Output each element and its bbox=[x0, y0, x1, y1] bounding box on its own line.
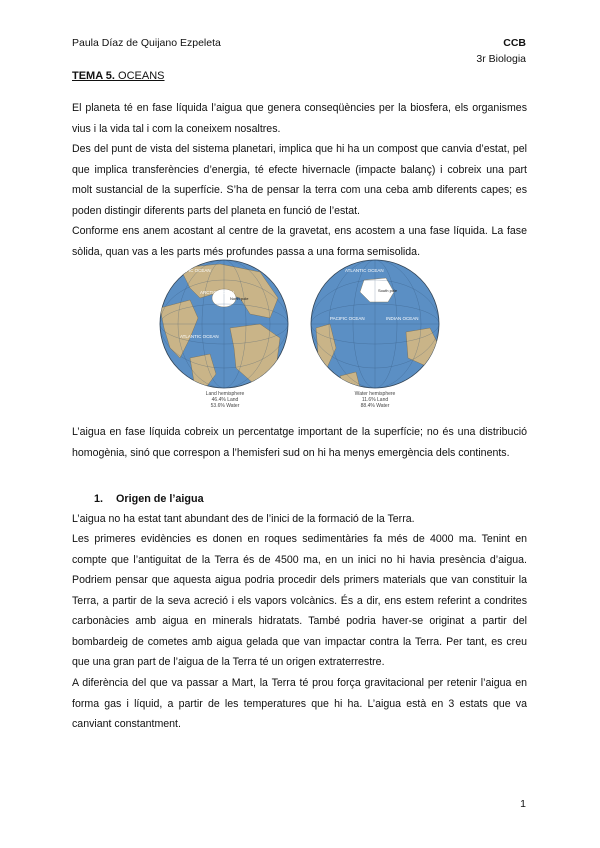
page-title bbox=[72, 70, 165, 82]
right-label-ocean2: PACIFIC OCEAN bbox=[330, 316, 365, 321]
left-caption bbox=[190, 391, 260, 409]
section-paragraph-3: A diferència del que va passar a Mart, la Terra té prou força gravitacional per retenir l’aigua en forma gas i líquid, a partir de les temperatures que hi ha. L’aigua està en 3 estats que va canviant constantment. bbox=[72, 677, 527, 730]
intro-paragraph-2: Des del punt de vista del sistema planetari, implica que hi ha un compost que canvia d’estat, pel que implica transferències d’energia, té efecte hivernacle (impacte balanç) i cobreix una part molt sustancial de la superfície. S’ha de pensar la terra com una ceba amb diferents capes; es poden distingir diferents parts del planeta en funció de l’estat. bbox=[72, 143, 527, 217]
left-caption-line3: 53.6% Water bbox=[210, 403, 240, 409]
section-number: 1. bbox=[94, 493, 104, 505]
section-paragraph-1: L’aigua no ha estat tant abundant des de l’inici de la formació de la Terra. bbox=[72, 513, 415, 525]
right-label-ocean1: ATLANTIC OCEAN bbox=[345, 268, 384, 273]
left-label-ocean2: ARCTIC OCEAN bbox=[200, 290, 235, 295]
section-heading bbox=[94, 493, 204, 505]
intro-paragraph-4: L’aigua en fase líquida cobreix un percentatge important de la superfície; no és una distribució homogènia, sinó que correspon a l’hemisferi sud on hi ha menys emergència dels continents. bbox=[72, 426, 527, 459]
right-caption-line1: Water hemisphere bbox=[354, 391, 396, 397]
right-caption bbox=[340, 391, 410, 409]
header-course: 3r Biologia bbox=[476, 53, 526, 65]
land-hemisphere-globe bbox=[160, 260, 288, 390]
water-hemisphere-globe bbox=[311, 260, 440, 392]
hemispheres-figure bbox=[150, 258, 450, 410]
section-title: Origen de l’aigua bbox=[116, 493, 204, 505]
page-number: 1 bbox=[520, 798, 526, 810]
right-label-pole: South pole bbox=[378, 288, 398, 293]
left-label-pole: North pole bbox=[230, 296, 249, 301]
header-author: Paula Díaz de Quijano Ezpeleta bbox=[72, 37, 221, 49]
header-right bbox=[476, 35, 526, 67]
intro-paragraph-3: Conforme ens anem acostant al centre de la gravetat, ens acostem a una fase líquida. La fase sòlida, quan vas a les parts més profundes passa a una forma semisolida. bbox=[72, 225, 527, 258]
left-caption-line2: 46.4% Land bbox=[211, 397, 239, 403]
right-caption-line3: 88.4% Water bbox=[360, 403, 390, 409]
title-topic: OCEANS bbox=[115, 70, 165, 82]
hemispheres-illustration bbox=[150, 258, 450, 410]
title-prefix: TEMA 5. bbox=[72, 70, 115, 82]
left-caption-line1: Land hemisphere bbox=[205, 391, 245, 397]
left-label-ocean3: ATLANTIC OCEAN bbox=[180, 334, 219, 339]
intro-paragraph-1: El planeta té en fase líquida l’aigua que genera conseqüències per la biosfera, els organismes vius i la vida tal i com la coneixem nosaltres. bbox=[72, 102, 527, 135]
section-paragraph-2: Les primeres evidències es donen en roques sedimentàries fa més de 4000 ma. Tenint en compte que l’antiguitat de la Terra és de 4500 ma, en un inici no hi havia presència d’aigua. Podriem pensar que aquesta aigua podria procedir dels primers materials que van constituir la Terra, a partir de la seva acreció i els vapors volcànics. És a dir, ens estem referint a condrites carbonàcies amb aigua en minerals hidratats. També podria haver-se originat a partir del bombardeig de cometes amb aigua gelada que van impactar contra la Terra. Per tant, es creu que una gran part de l’aigua de la Terra té un origen extraterrestre. bbox=[72, 533, 527, 668]
left-label-ocean1: PACIFIC OCEAN bbox=[176, 268, 211, 273]
right-label-ocean3: INDIAN OCEAN bbox=[386, 316, 419, 321]
header-subject: CCB bbox=[503, 37, 526, 49]
right-caption-line2: 11.6% Land bbox=[361, 397, 389, 403]
